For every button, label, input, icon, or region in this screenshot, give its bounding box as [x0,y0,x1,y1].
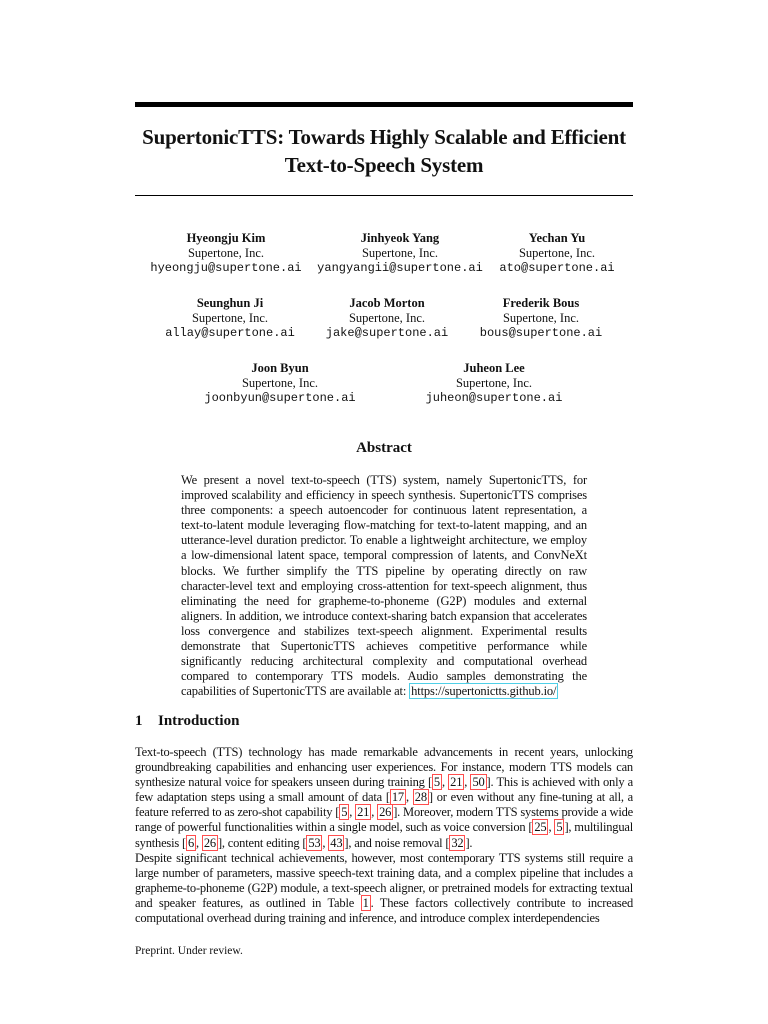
citation-link[interactable]: 21 [357,805,370,820]
author-email[interactable]: hyeongju@supertone.ai [150,261,302,275]
citation-link[interactable]: 6 [187,835,194,850]
author-email[interactable]: jake@supertone.ai [325,326,449,340]
title-line-2: Text-to-Speech System [284,153,484,177]
text-run: ]. [465,835,473,850]
author-affiliation: Supertone, Inc. [518,246,596,260]
author-name: Jinhyeok Yang [360,231,440,245]
text-run: Despite significant technical achievements, however, most contemporary TTS systems still require a large number of parameters, massive speech-text training data, and a complex pipeline that includes a grapheme-to-phoneme (G2P) module, a text-speech aligner, or pretrained models for extracting textual and speaker features, as outlined in Table [135,851,633,911]
abstract-heading: Abstract [356,440,412,456]
author-block [431,296,651,341]
author-email[interactable]: joonbyun@supertone.ai [204,391,356,405]
author-name: Juheon Lee [463,361,525,375]
footer-note: Preprint. Under review. [135,945,243,957]
author-name: Seunghun Ji [196,296,264,310]
author-block [384,361,604,406]
abstract-body [181,473,587,699]
citation-link[interactable]: 26 [203,835,216,850]
author-email[interactable]: yangyangii@supertone.ai [317,261,483,275]
author-affiliation: Supertone, Inc. [348,311,426,325]
citation-link[interactable]: 43 [330,835,343,850]
paper-title [100,123,668,179]
citation-link[interactable]: 25 [534,820,547,835]
title-rule [135,195,633,196]
citation-link[interactable]: 32 [451,835,464,850]
title-line-1: SupertonicTTS: Towards Highly Scalable and Efficient [142,125,626,149]
citation-link[interactable]: 50 [472,775,485,790]
abstract-text: We present a novel text-to-speech (TTS) system, namely SupertonicTTS, for improved scalability and efficiency in speech synthesis. SupertonicTTS comprises three components: a speech autoencoder for continuous latent representation, a text-to-latent module leveraging flow-matching for text-to-latent mapping, and an utterance-level duration predictor. To enable a lightweight architecture, we employ a low-dimensional latent space, temporal compression of latents, and ConvNeXt blocks. We further simplify the TTS pipeline by operating directly on raw character-level text and employing cross-attention for text-speech alignment, thus eliminating the need for grapheme-to-phoneme (G2P) modules and external aligners. In addition, we introduce context-sharing batch expansion that accelerates loss convergence and stabilizes text-speech alignment. Experimental results demonstrate that SupertonicTTS achieves competitive performance while significantly reducing architectural complexity and computational overhead compared to contemporary TTS models. Audio samples demonstrating the capabilities of SupertonicTTS are available at: [181,473,587,699]
author-affiliation: Supertone, Inc. [187,246,265,260]
text-run: ]. This is achieved with only a few adaptation steps using a small amount of data [ [135,775,633,805]
citation-link[interactable]: 5 [341,805,348,820]
citation-link[interactable]: 28 [414,790,427,805]
author-name: Frederik Bous [502,296,580,310]
citation-link[interactable]: 53 [308,835,321,850]
author-block [170,361,390,406]
citation-link[interactable]: 17 [391,790,404,805]
text-run: ], content editing [ [217,835,307,850]
author-affiliation: Supertone, Inc. [455,376,533,390]
text-run: ], multilingual synthesis [ [135,820,634,850]
top-rule [135,102,633,107]
intro-paragraph-2 [135,851,633,926]
citation-link[interactable]: 26 [379,805,392,820]
author-affiliation: Supertone, Inc. [241,376,319,390]
intro-paragraph-1: Text-to-speech (TTS) technology has made remarkable advancements in recent years, unlocking groundbreaking capabilities and enhancing user experiences. For instance, modern TTS models can synthesize natural voice for speakers unseen during training [ 5 , 21 , 50 ]. This is achieved with only a few adaptation steps using a small amount of data [ 17 , 28 ] or even without any fine-tuning at all, a feature referred to as zero-shot capability [ 5 , 21 , 26 ]. Moreover, modern TTS systems provide a wide range of powerful functionalities within a single model, such as voice conversion [ 25 , 5 ], multilingual synthesis [ 6 , 26 ], content editing [ 53 , 43 ], and noise removal [ 32 ]. [135,745,634,850]
author-email[interactable]: juheon@supertone.ai [425,391,563,405]
author-affiliation: Supertone, Inc. [191,311,269,325]
author-block [447,231,667,276]
author-affiliation: Supertone, Inc. [502,311,580,325]
citation-link[interactable]: 21 [450,775,463,790]
citation-link[interactable]: 5 [433,775,440,790]
author-email[interactable]: allay@supertone.ai [165,326,295,340]
text-run: ]. Moreover, modern TTS systems provide a wide range of powerful functionalities within a single model, such as voice conversion [ [135,805,633,835]
table-ref-link[interactable]: 1 [362,896,369,911]
author-email[interactable]: ato@supertone.ai [499,261,615,275]
citation-link[interactable]: 5 [556,820,563,835]
author-email[interactable]: bous@supertone.ai [479,326,603,340]
text-run: ] or even without any fine-tuning at all, a feature referred to as zero-shot capability [ [135,790,633,820]
author-name: Yechan Yu [528,231,586,245]
author-name: Joon Byun [251,361,309,375]
section-number: 1 [135,713,143,729]
section-heading [135,713,239,730]
text-run: . These factors collectively contribute to increased computational overhead during training and inference, and introduce complex interdependencies [135,896,633,926]
text-run: ], and noise removal [ [344,835,450,850]
section-title: Introduction [158,713,240,729]
text-run: Text-to-speech (TTS) technology has made remarkable advancements in recent years, unlocking groundbreaking capabilities and enhancing user experiences. For instance, modern TTS models can synthesize natural voice for speakers unseen during training [ [135,745,633,790]
author-name: Hyeongju Kim [186,231,266,245]
author-affiliation: Supertone, Inc. [361,246,439,260]
author-name: Jacob Morton [349,296,425,310]
project-link[interactable]: https://supertonictts.github.io/ [411,684,557,699]
